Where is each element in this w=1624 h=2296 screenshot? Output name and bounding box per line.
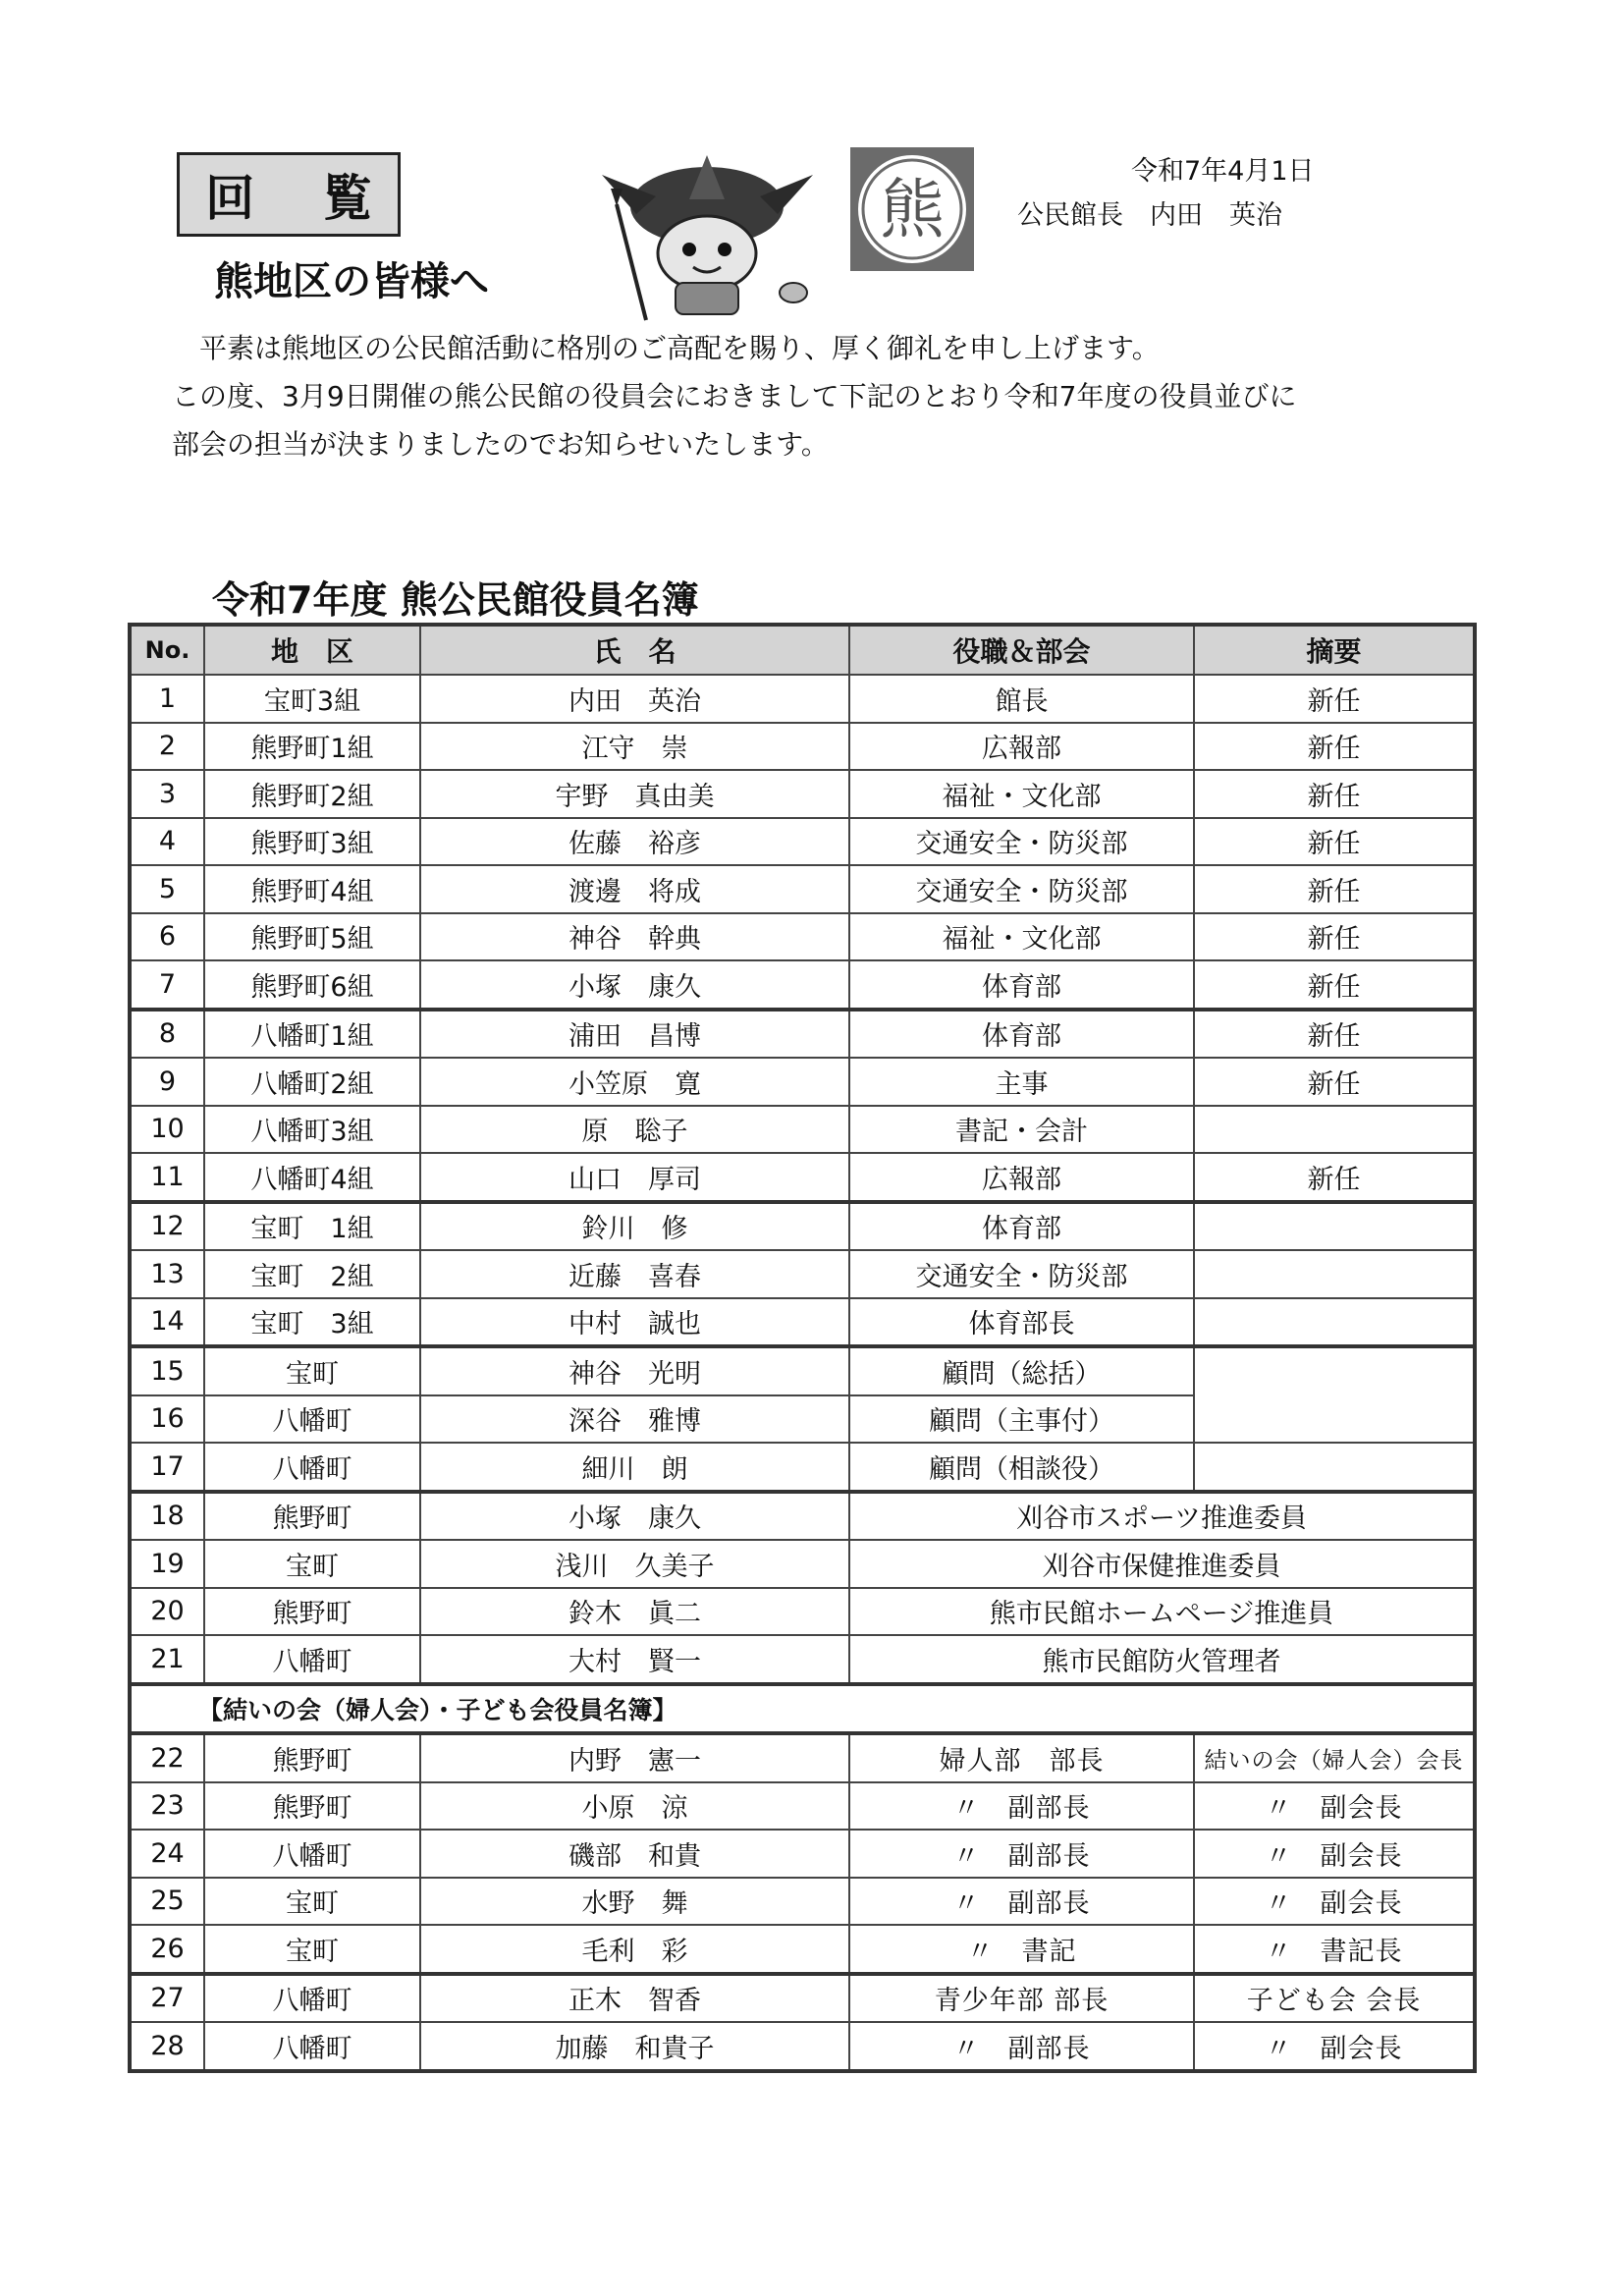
cell-role: 〃 書記 — [849, 1925, 1194, 1974]
cell-no: 17 — [130, 1443, 204, 1492]
cell-role: 福祉・文化部 — [849, 770, 1194, 818]
cell-role: 〃 副部長 — [849, 1782, 1194, 1831]
table-row — [130, 1443, 1475, 1492]
table-row — [130, 1153, 1475, 1202]
cell-name: 江守 崇 — [420, 723, 849, 771]
cell-name: 内野 憲一 — [420, 1733, 849, 1782]
cell-name: 渡邊 将成 — [420, 865, 849, 913]
table-row — [130, 1346, 1475, 1395]
cell-role: 交通安全・防災部 — [849, 818, 1194, 866]
cell-no: 23 — [130, 1782, 204, 1831]
cell-district: 宝町 — [204, 1925, 420, 1974]
cell-role: 顧問（相談役） — [849, 1443, 1194, 1492]
table-row — [130, 1635, 1475, 1684]
cell-no: 20 — [130, 1588, 204, 1636]
roster-body — [130, 675, 1475, 2071]
cell-role: 刈谷市スポーツ推進委員 — [849, 1492, 1475, 1541]
cell-no: 5 — [130, 865, 204, 913]
cell-no: 12 — [130, 1202, 204, 1251]
cell-name: 小塚 康久 — [420, 1492, 849, 1541]
cell-name: 浦田 昌博 — [420, 1010, 849, 1059]
table-row — [130, 1733, 1475, 1782]
cell-role: 体育部 — [849, 960, 1194, 1010]
cell-no: 21 — [130, 1635, 204, 1684]
cell-no: 1 — [130, 675, 204, 723]
cell-district: 熊野町2組 — [204, 770, 420, 818]
cell-district: 八幡町1組 — [204, 1010, 420, 1059]
cell-no: 22 — [130, 1733, 204, 1782]
cell-name: 宇野 真由美 — [420, 770, 849, 818]
cell-note: 〃 副会長 — [1194, 2022, 1475, 2071]
col-header-role: 役職＆部会 — [849, 625, 1194, 675]
cell-district: 宝町 1組 — [204, 1202, 420, 1251]
table-row — [130, 723, 1475, 771]
table-row — [130, 818, 1475, 866]
cell-district: 八幡町3組 — [204, 1106, 420, 1154]
body-line: 平素は熊地区の公民館活動に格別のご高配を賜り、厚く御礼を申し上げます。 — [172, 332, 1160, 364]
cell-note: 新任 — [1194, 1010, 1475, 1059]
cell-note — [1194, 1298, 1475, 1347]
cell-role: 体育部 — [849, 1202, 1194, 1251]
cell-name: 正木 智香 — [420, 1974, 849, 2023]
cell-district: 八幡町 — [204, 1635, 420, 1684]
cell-role: 体育部長 — [849, 1298, 1194, 1347]
cell-name: 磯部 和貴 — [420, 1830, 849, 1878]
cell-district: 八幡町 — [204, 1395, 420, 1444]
cell-role: 体育部 — [849, 1010, 1194, 1059]
cell-name: 神谷 幹典 — [420, 913, 849, 961]
table-row — [130, 960, 1475, 1010]
cell-role: 交通安全・防災部 — [849, 865, 1194, 913]
officer-roster-table — [128, 623, 1477, 2073]
cell-district: 八幡町2組 — [204, 1058, 420, 1106]
cell-name: 鈴木 眞二 — [420, 1588, 849, 1636]
cell-no: 4 — [130, 818, 204, 866]
cell-role: 〃 副部長 — [849, 1878, 1194, 1926]
cell-note: 新任 — [1194, 770, 1475, 818]
cell-no: 15 — [130, 1346, 204, 1395]
table-row — [130, 865, 1475, 913]
cell-note: 子ども会 会長 — [1194, 1974, 1475, 2023]
cell-district: 熊野町1組 — [204, 723, 420, 771]
cell-note: 新任 — [1194, 675, 1475, 723]
cell-district: 熊野町 — [204, 1492, 420, 1541]
cell-role: 館長 — [849, 675, 1194, 723]
cell-role: 広報部 — [849, 1153, 1194, 1202]
cell-district: 八幡町 — [204, 2022, 420, 2071]
cell-no: 2 — [130, 723, 204, 771]
cell-no: 26 — [130, 1925, 204, 1974]
cell-name: 細川 朗 — [420, 1443, 849, 1492]
cell-note: 〃 副会長 — [1194, 1830, 1475, 1878]
greeting-addressee: 熊地区の皆様へ — [214, 259, 489, 304]
cell-district: 宝町 — [204, 1346, 420, 1395]
cell-name: 大村 賢一 — [420, 1635, 849, 1684]
table-row — [130, 1588, 1475, 1636]
cell-name: 小原 涼 — [420, 1782, 849, 1831]
cell-note: 〃 書記長 — [1194, 1925, 1475, 1974]
cell-no: 13 — [130, 1250, 204, 1298]
col-header-district: 地 区 — [204, 625, 420, 675]
cell-note — [1194, 1106, 1475, 1154]
cell-role: 熊市民館防火管理者 — [849, 1635, 1475, 1684]
section-header: 【結いの会（婦人会）・子ども会役員名簿】 — [130, 1684, 1475, 1734]
cell-role: 福祉・文化部 — [849, 913, 1194, 961]
cell-role: 交通安全・防災部 — [849, 1250, 1194, 1298]
col-header-note: 摘要 — [1194, 625, 1475, 675]
cell-district: 熊野町 — [204, 1733, 420, 1782]
cell-no: 14 — [130, 1298, 204, 1347]
cell-role: 熊市民館ホームページ推進員 — [849, 1588, 1475, 1636]
cell-no: 6 — [130, 913, 204, 961]
cell-note: 新任 — [1194, 865, 1475, 913]
cell-district: 熊野町 — [204, 1588, 420, 1636]
cell-no: 7 — [130, 960, 204, 1010]
cell-note: 〃 副会長 — [1194, 1878, 1475, 1926]
table-header-row — [130, 625, 1475, 675]
cell-district: 熊野町6組 — [204, 960, 420, 1010]
cell-name: 毛利 彩 — [420, 1925, 849, 1974]
cell-no: 11 — [130, 1153, 204, 1202]
table-row — [130, 1010, 1475, 1059]
table-row — [130, 675, 1475, 723]
table-row — [130, 1925, 1475, 1974]
cell-district: 熊野町 — [204, 1782, 420, 1831]
table-row — [130, 1058, 1475, 1106]
cell-note: 新任 — [1194, 960, 1475, 1010]
cell-district: 八幡町 — [204, 1830, 420, 1878]
cell-name: 深谷 雅博 — [420, 1395, 849, 1444]
cell-role: 婦人部 部長 — [849, 1733, 1194, 1782]
cell-name: 内田 英治 — [420, 675, 849, 723]
cell-name: 原 聡子 — [420, 1106, 849, 1154]
issue-date: 令和7年4月1日 — [1131, 156, 1315, 187]
cell-role: 〃 副部長 — [849, 2022, 1194, 2071]
cell-district: 宝町3組 — [204, 675, 420, 723]
cell-district: 宝町 2組 — [204, 1250, 420, 1298]
cell-district: 八幡町 — [204, 1443, 420, 1492]
cell-name: 山口 厚司 — [420, 1153, 849, 1202]
table-row — [130, 1250, 1475, 1298]
cell-role: 顧問（主事付） — [849, 1395, 1194, 1444]
cell-no: 25 — [130, 1878, 204, 1926]
table-row — [130, 1684, 1475, 1734]
cell-name: 鈴川 修 — [420, 1202, 849, 1251]
cell-name: 水野 舞 — [420, 1878, 849, 1926]
col-header-no: No. — [130, 625, 204, 675]
kuma-seal-logo — [850, 147, 974, 271]
table-row — [130, 2022, 1475, 2071]
issuer-name: 公民館長 内田 英治 — [1017, 200, 1282, 231]
cell-no: 28 — [130, 2022, 204, 2071]
cell-name: 中村 誠也 — [420, 1298, 849, 1347]
cell-no: 10 — [130, 1106, 204, 1154]
cell-no: 27 — [130, 1974, 204, 2023]
cell-district: 熊野町5組 — [204, 913, 420, 961]
cell-note: 新任 — [1194, 913, 1475, 961]
cell-role: 顧問（総括） — [849, 1346, 1194, 1395]
cell-no: 3 — [130, 770, 204, 818]
table-row — [130, 913, 1475, 961]
cell-role: 刈谷市保健推進委員 — [849, 1540, 1475, 1588]
cell-note: 新任 — [1194, 1058, 1475, 1106]
cell-district: 八幡町4組 — [204, 1153, 420, 1202]
cell-note: 新任 — [1194, 818, 1475, 866]
table-row — [130, 1830, 1475, 1878]
cell-no: 24 — [130, 1830, 204, 1878]
cell-note — [1194, 1250, 1475, 1298]
table-row — [130, 1540, 1475, 1588]
cell-district: 宝町 — [204, 1878, 420, 1926]
cell-no: 16 — [130, 1395, 204, 1444]
table-row — [130, 1878, 1475, 1926]
cell-name: 佐藤 裕彦 — [420, 818, 849, 866]
cell-no: 18 — [130, 1492, 204, 1541]
cell-note: 結いの会（婦人会）会長 — [1194, 1733, 1475, 1782]
cell-note: 新任 — [1194, 1153, 1475, 1202]
cell-name: 浅川 久美子 — [420, 1540, 849, 1588]
body-line: 部会の担当が決まりましたのでお知らせいたします。 — [172, 428, 829, 461]
cell-role: 書記・会計 — [849, 1106, 1194, 1154]
cell-role: 〃 副部長 — [849, 1830, 1194, 1878]
circular-label: 回 覧 — [177, 152, 401, 237]
cell-district: 宝町 — [204, 1540, 420, 1588]
cell-no: 8 — [130, 1010, 204, 1059]
cell-note — [1194, 1443, 1475, 1492]
svg-text:熊: 熊 — [880, 172, 945, 247]
cell-no: 9 — [130, 1058, 204, 1106]
cell-district: 熊野町4組 — [204, 865, 420, 913]
cell-district: 宝町 3組 — [204, 1298, 420, 1347]
cell-role: 広報部 — [849, 723, 1194, 771]
greeting-body — [172, 324, 1448, 468]
cell-name: 加藤 和貴子 — [420, 2022, 849, 2071]
cell-note — [1194, 1346, 1475, 1443]
cell-name: 神谷 光明 — [420, 1346, 849, 1395]
body-line: この度、3月9日開催の熊公民館の役員会におきまして下記のとおり令和7年度の役員並びに — [172, 380, 1297, 412]
table-row — [130, 1298, 1475, 1347]
cell-district: 八幡町 — [204, 1974, 420, 2023]
cell-name: 近藤 喜春 — [420, 1250, 849, 1298]
table-row — [130, 1106, 1475, 1154]
cell-name: 小笠原 寛 — [420, 1058, 849, 1106]
table-row — [130, 1202, 1475, 1251]
table-row — [130, 770, 1475, 818]
cell-note — [1194, 1202, 1475, 1251]
cell-name: 小塚 康久 — [420, 960, 849, 1010]
cell-role: 青少年部 部長 — [849, 1974, 1194, 2023]
table-row — [130, 1782, 1475, 1831]
table-row — [130, 1974, 1475, 2023]
cell-note: 〃 副会長 — [1194, 1782, 1475, 1831]
cell-district: 熊野町3組 — [204, 818, 420, 866]
col-header-name: 氏 名 — [420, 625, 849, 675]
cell-no: 19 — [130, 1540, 204, 1588]
cell-note: 新任 — [1194, 723, 1475, 771]
cell-role: 主事 — [849, 1058, 1194, 1106]
mascot-illustration — [577, 145, 842, 322]
table-row — [130, 1492, 1475, 1541]
roster-title: 令和7年度 熊公民館役員名簿 — [212, 578, 699, 622]
